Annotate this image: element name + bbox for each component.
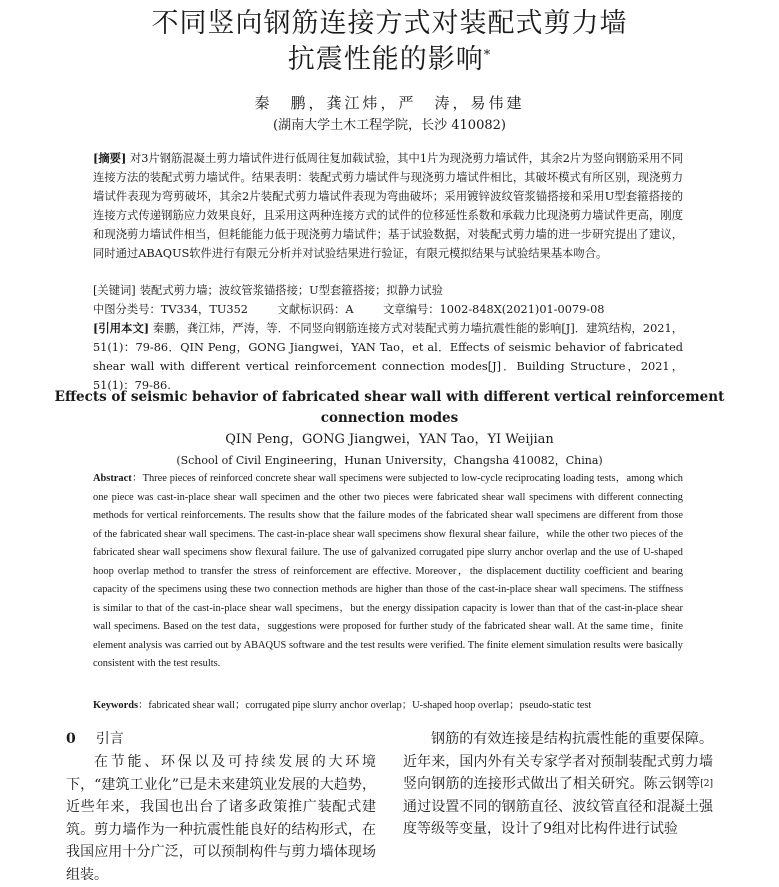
reference-marker: [2] bbox=[700, 779, 713, 790]
en-title bbox=[0, 387, 779, 429]
cn-abstract-text: 对3片钢筋混凝土剪力墙试件进行低周往复加载试验，其中1片为现浇剪力墙试件，其余2片为竖向钢筋采用不同连接方法的装配式剪力墙试件。结果表明：装配式剪力墙试件与现浇剪力墙试件相比，其破坏模式有所区别，现浇剪力墙试件表现为弯剪破坏，其余2片装配式剪力墙试件表现为弯曲破坏；采用镀锌波纹管浆锚搭接和采用U型套箍搭接的连接方式传递钢筋应力效果良好，且采用这两种连接方式的试件的位移延性系数和承载力比现浇剪力墙试件更高，刚度和现浇剪力墙试件相当，但耗能能力低于现浇剪力墙试件；基于试验数据，对装配式剪力墙的进一步研究提出了建议，同时通过ABAQUS软件进行有限元分析并对试验结果进行验证，有限元模拟结果与试验结果基本吻合。 bbox=[93, 152, 683, 260]
en-abstract-text: ：Three pieces of reinforced concrete shear wall specimens were subjected to low-cycle reciprocating loading tests，among which one piece was cast-in-place shear wall specimen and the other two pieces were fabricated shear wall specimens with different connecting methods for vertical reinforcements. The results show that the failure modes of the fabricated shear wall specimens are different from those of the fabricated shear wall specimens. The cast-in-place shear wall specimens show flexural shear failure，while the other two pieces of the fabricated shear wall specimens show flexural failure. The use of galvanized corrugated pipe slurry anchor overlap and the use of U-shaped hoop overlap method to transfer the stress of reinforcement are effective. Moreover，the displacement ductility coefficient and bearing capacity of the specimens using these two connection methods are higher than those of the cast-in-place shear wall specimens. The stiffness is similar to that of the cast-in-place shear wall specimens，but the energy dissipation capacity is lower than that of the cast-in-place shear wall specimens. Based on the test data，suggestions were proposed for further study of the fabricated shear wall. At the same time，finite element analysis was carried out by ABAQUS software and the test results were verified. The finite element simulation results were basically consistent with the test results. bbox=[93, 473, 683, 670]
section-number: 0 bbox=[66, 731, 76, 747]
clc-number: 中图分类号：TV334，TU352 bbox=[93, 303, 248, 316]
cn-abstract bbox=[93, 149, 683, 263]
paper-title bbox=[0, 6, 779, 78]
document-code: 文献标识码：A bbox=[277, 303, 354, 316]
en-title-line-1: Effects of seismic behavior of fabricated shear wall with different vertical reinforcement bbox=[54, 389, 725, 405]
body-right-text-b: 通过设置不同的钢筋直径、波纹管直径和混凝土强度等级等变量，设计了9组对比构件进行试验 bbox=[403, 798, 713, 838]
en-title-line-2: connection modes bbox=[320, 410, 459, 426]
authors: 秦 鹏，龚江炜，严 涛，易伟建 bbox=[254, 94, 525, 112]
cn-keywords-label: [关键词] bbox=[93, 284, 136, 297]
citation-text: 秦鹏，龚江炜，严涛，等．不同竖向钢筋连接方式对装配式剪力墙抗震性能的影响[J]．建筑结构，2021，51(1)：79-86．QIN Peng，GONG Jiangwei，YAN Tao，et al．Effects of seismic behavior of fabricated shear wall with different vertical reinforcement connection modes[J]．Building Structure，2021，51(1)：79-86. bbox=[93, 322, 683, 392]
section-heading bbox=[66, 728, 386, 751]
en-abstract-label: Abstract bbox=[93, 473, 132, 484]
cn-keywords-text: 装配式剪力墙；波纹管浆锚搭接；U型套箍搭接；拟静力试验 bbox=[139, 284, 443, 297]
article-number: 文章编号：1002-848X(2021)01-0079-08 bbox=[383, 303, 605, 316]
body-column-right bbox=[403, 728, 713, 841]
en-keywords-label: Keywords bbox=[93, 700, 139, 711]
title-footnote-mark: * bbox=[483, 48, 492, 63]
body-column-left: 在节能、环保以及可持续发展的大环境下，“建筑工业化”已是未来建筑业发展的大趋势，近些年来，我国也出台了诸多政策推广装配式建筑。剪力墙作为一种抗震性能良好的结构形式，在我国应用十分广泛，可以预制构件与剪力墙体现场组装。 bbox=[66, 754, 376, 883]
en-keywords-text: ：fabricated shear wall；corrugated pipe slurry anchor overlap；U-shaped hoop overlap；pseudo-static test bbox=[138, 700, 592, 711]
affiliation: (湖南大学土木工程学院，长沙 410082) bbox=[273, 118, 506, 133]
en-authors: QIN Peng，GONG Jiangwei，YAN Tao，YI Weijian bbox=[225, 432, 554, 447]
body-right-text-a: 钢筋的有效连接是结构抗震性能的重要保障。近年来，国内外有关专家学者对预制装配式剪力墙竖向钢筋的连接形式做出了相关研究。陈云钢等 bbox=[403, 731, 713, 793]
en-abstract bbox=[93, 470, 683, 674]
cn-keywords bbox=[93, 281, 693, 300]
title-line-2: 抗震性能的影响 bbox=[287, 44, 484, 75]
citation bbox=[93, 319, 683, 395]
section-title: 引言 bbox=[95, 731, 124, 747]
en-affiliation: (School of Civil Engineering，Hunan University，Changsha 410082，China) bbox=[176, 454, 603, 467]
classification-row bbox=[93, 300, 693, 319]
en-keywords bbox=[93, 697, 683, 716]
cn-abstract-label: [摘要] bbox=[93, 151, 127, 165]
title-line-1: 不同竖向钢筋连接方式对装配式剪力墙 bbox=[151, 8, 628, 39]
citation-label: [引用本文] bbox=[93, 321, 150, 335]
